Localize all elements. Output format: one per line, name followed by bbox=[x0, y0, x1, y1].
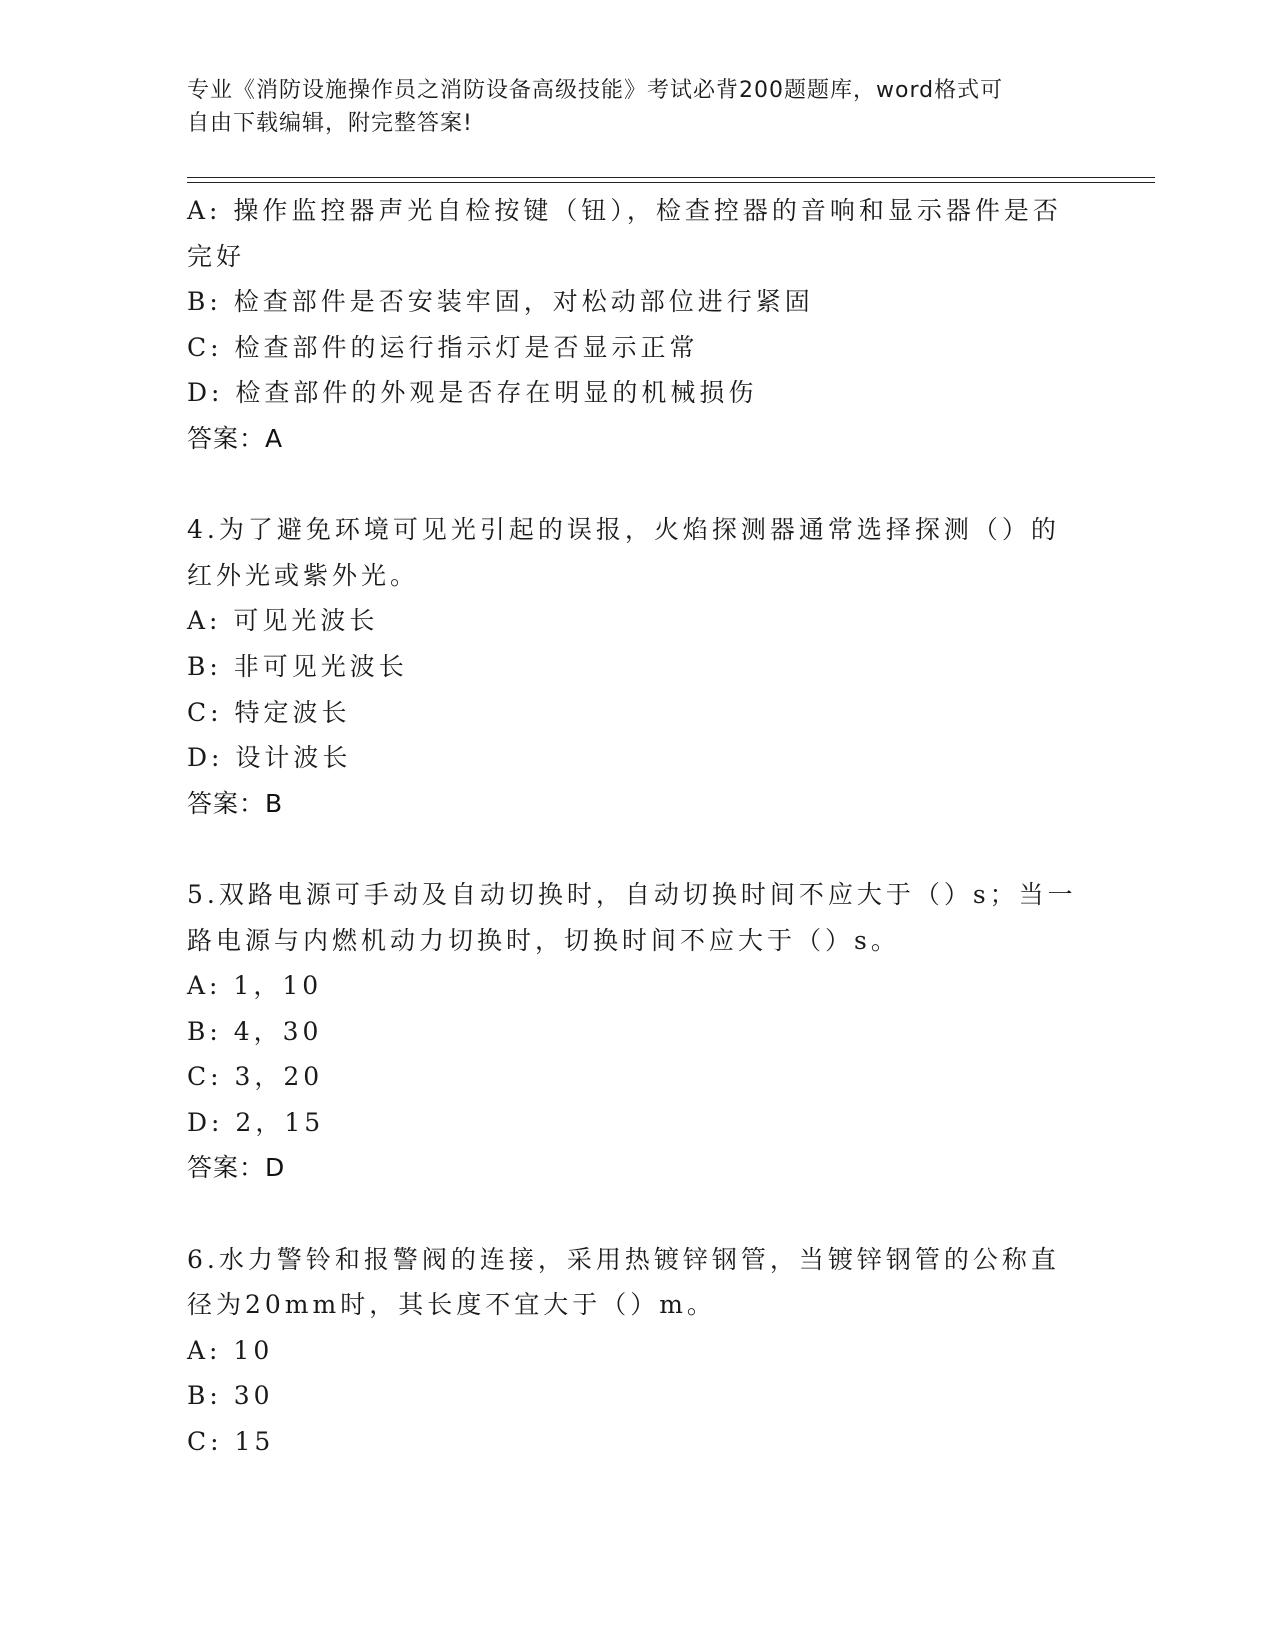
header-line-2: 自由下载编辑，附完整答案! bbox=[187, 111, 473, 136]
option-a: A: 1，10 bbox=[187, 971, 323, 1001]
option-c: C: 3，20 bbox=[187, 1062, 324, 1092]
option-c: C: 检查部件的运行指示灯是否显示正常 bbox=[187, 332, 699, 362]
question-stem: 6.水力警铃和报警阀的连接，采用热镀锌钢管，当镀锌钢管的公称直 bbox=[187, 1244, 1060, 1274]
option-a: A: 操作监控器声光自检按键（钮），检查控器的音响和显示器件是否 bbox=[187, 196, 1062, 225]
question-stem-continued: 红外光或紫外光。 bbox=[187, 560, 420, 590]
question-3 bbox=[187, 188, 1087, 462]
question-5 bbox=[187, 872, 1087, 1191]
option-c: C: 15 bbox=[187, 1427, 275, 1457]
spacer bbox=[187, 826, 1087, 872]
option-b: B: 30 bbox=[187, 1381, 274, 1411]
option-d: D: 检查部件的外观是否存在明显的机械损伤 bbox=[187, 378, 758, 408]
question-4 bbox=[187, 507, 1087, 826]
option-b: B: 非可见光波长 bbox=[187, 651, 408, 681]
option-c: C: 特定波长 bbox=[187, 697, 351, 727]
spacer bbox=[187, 462, 1087, 508]
answer-label: 答案：A bbox=[187, 423, 284, 453]
option-a-continued: 完好 bbox=[187, 241, 246, 271]
question-4-options bbox=[187, 598, 1087, 780]
option-a: A: 10 bbox=[187, 1335, 274, 1365]
option-d: D: 2，15 bbox=[187, 1107, 325, 1137]
question-stem: 5.双路电源可手动及自动切换时，自动切换时间不应大于（）s；当一 bbox=[187, 879, 1077, 909]
question-6 bbox=[187, 1237, 1087, 1465]
question-3-options bbox=[187, 188, 1087, 416]
option-b: B: 4，30 bbox=[187, 1016, 323, 1046]
question-stem-continued: 路电源与内燃机动力切换时，切换时间不应大于（）s。 bbox=[187, 925, 900, 955]
question-6-options bbox=[187, 1328, 1087, 1465]
option-a: A: 可见光波长 bbox=[187, 606, 379, 636]
question-list bbox=[187, 188, 1087, 1465]
question-5-options bbox=[187, 963, 1087, 1145]
header-divider-bottom bbox=[187, 182, 1155, 183]
question-stem: 4.为了避免环境可见光引起的误报，火焰探测器通常选择探测（）的 bbox=[187, 515, 1060, 545]
answer-label: 答案：B bbox=[187, 788, 284, 818]
document-header bbox=[187, 74, 1087, 140]
option-d: D: 设计波长 bbox=[187, 743, 352, 773]
answer-label: 答案：D bbox=[187, 1153, 286, 1183]
spacer bbox=[187, 1191, 1087, 1237]
question-stem-continued: 径为20mm时，其长度不宜大于（）m。 bbox=[187, 1290, 716, 1320]
header-divider-top bbox=[187, 177, 1155, 178]
option-b: B: 检查部件是否安装牢固，对松动部位进行紧固 bbox=[187, 287, 814, 317]
header-line-1: 专业《消防设施操作员之消防设备高级技能》考试必背200题题库，word格式可 bbox=[187, 78, 1004, 103]
